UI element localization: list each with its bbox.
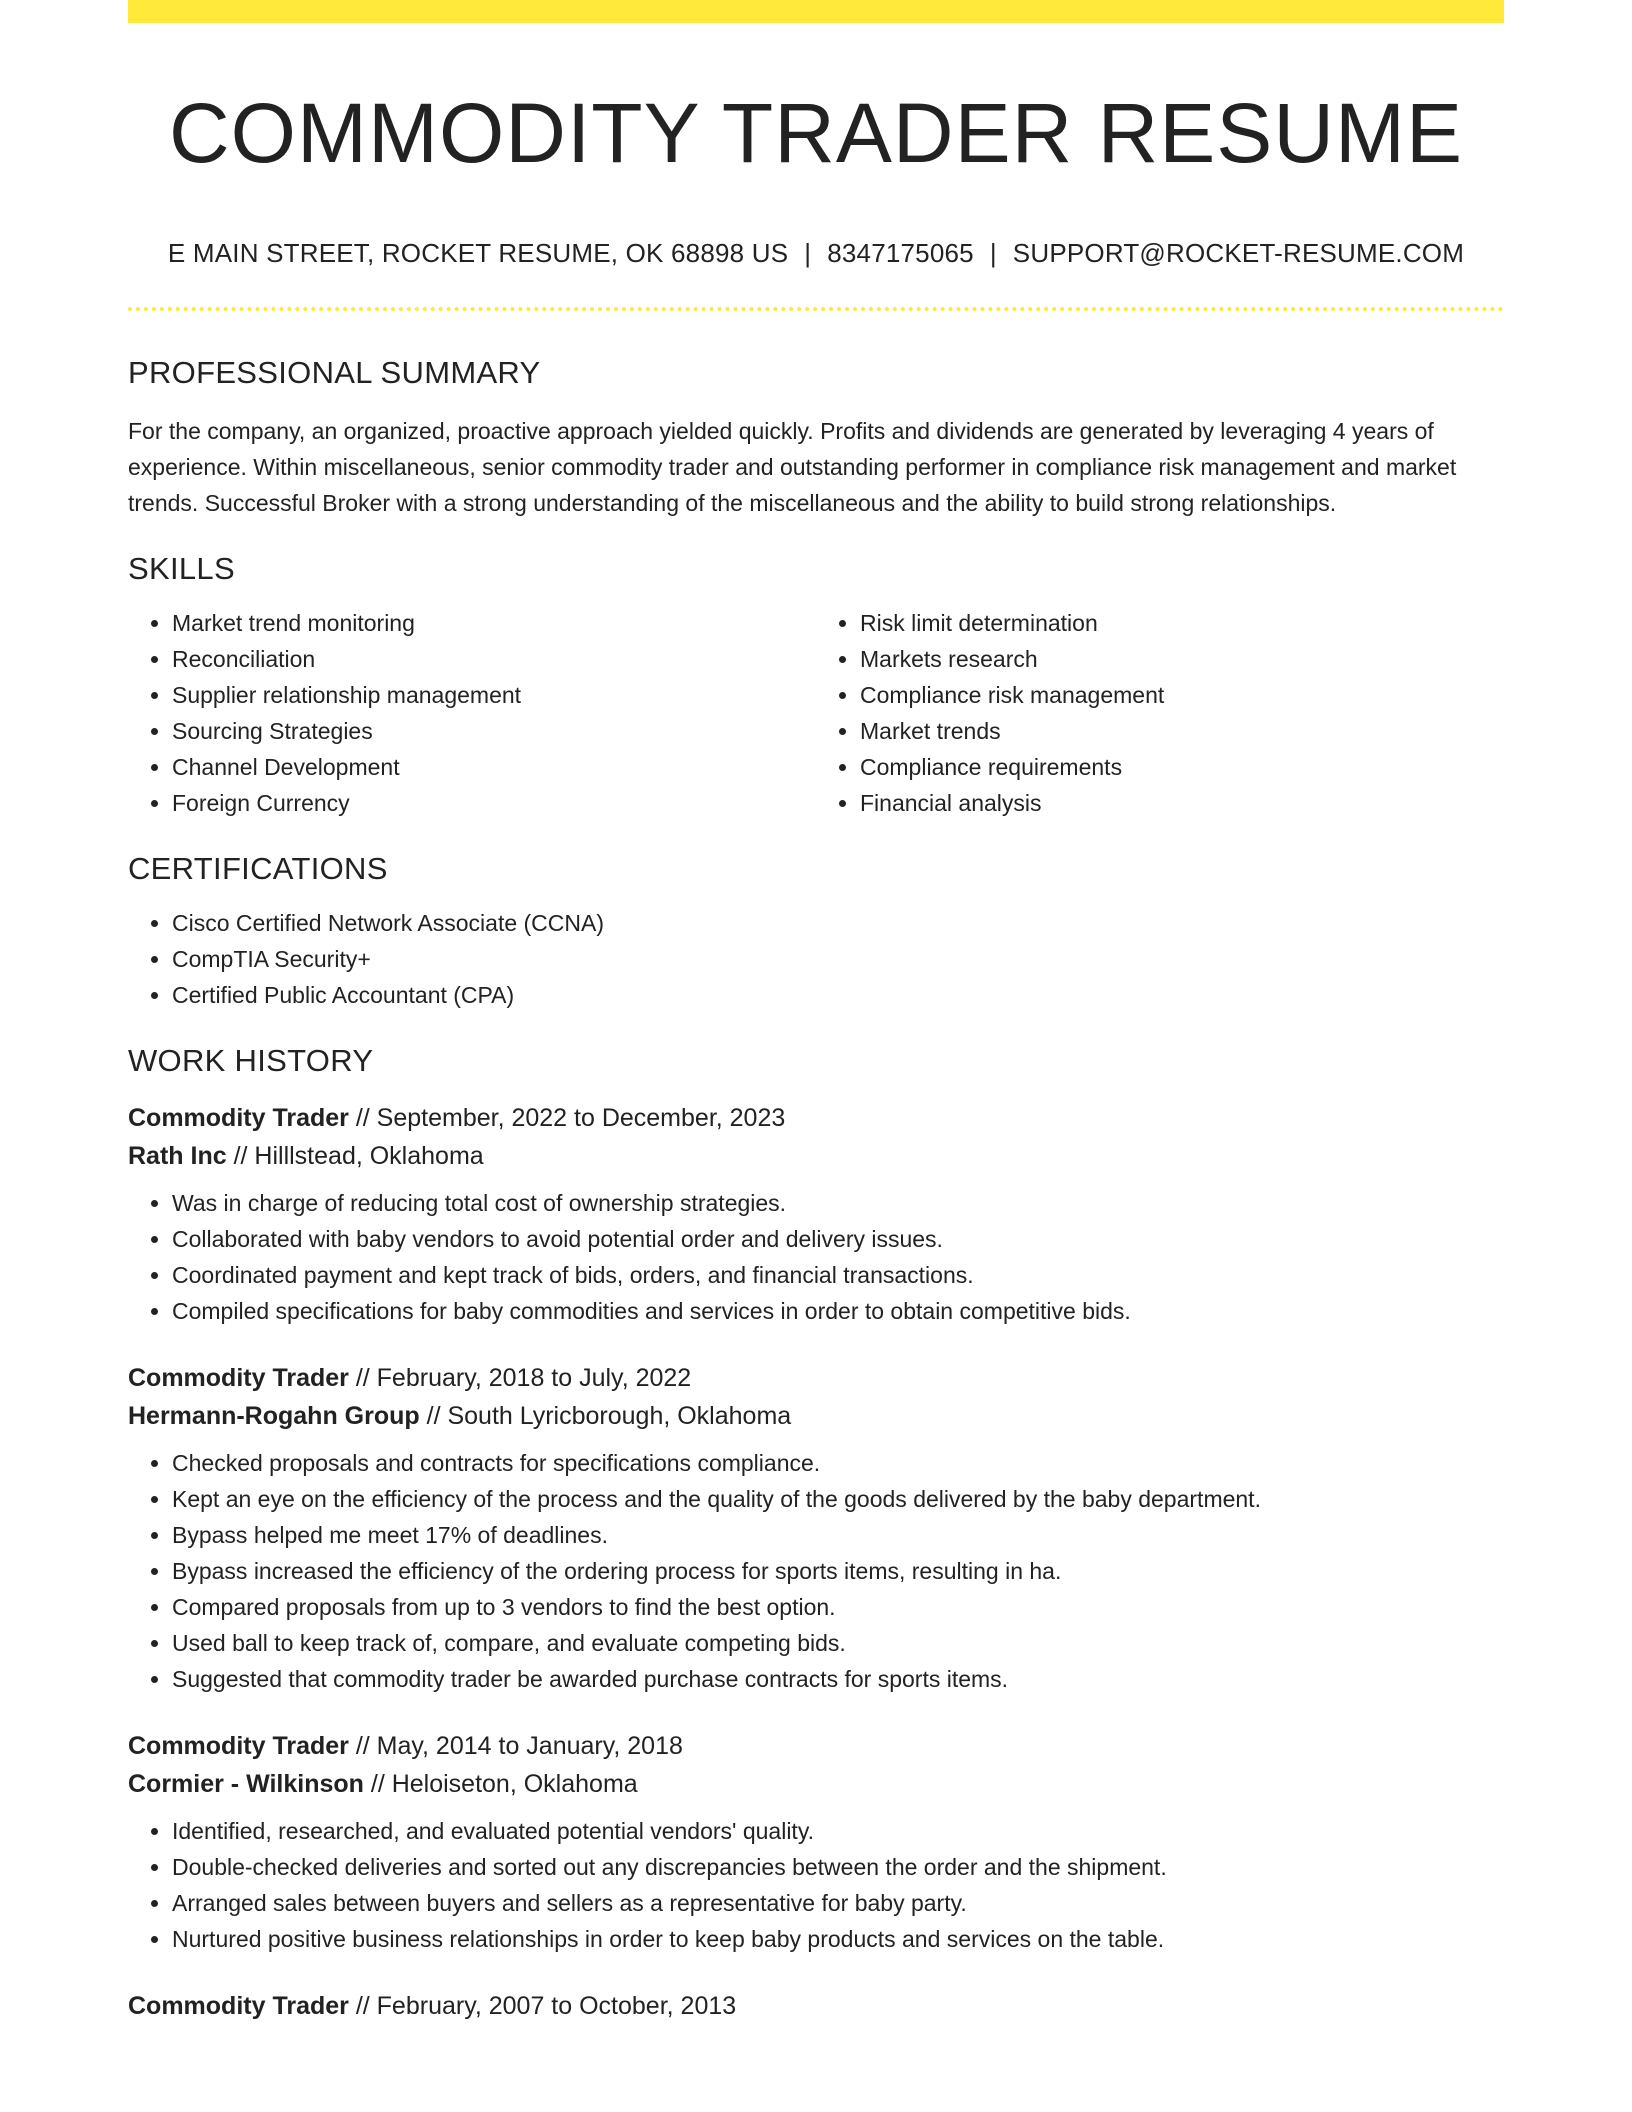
- job-bullet: • Arranged sales between buyers and sellers as a representative for baby party.: [172, 1885, 1504, 1921]
- job-bullets: [128, 1813, 1504, 1957]
- skill-item: • Sourcing Strategies: [172, 713, 816, 749]
- job-dates: // February, 2007 to October, 2013: [355, 1991, 737, 2020]
- job-title-line: [128, 1099, 1504, 1137]
- skill-item: • Risk limit determination: [860, 605, 1504, 641]
- job-dates: // February, 2018 to July, 2022: [355, 1363, 692, 1392]
- company-location: // Heloiseton, Oklahoma: [370, 1769, 638, 1798]
- skill-item: • Financial analysis: [860, 785, 1504, 821]
- job-bullet: • Identified, researched, and evaluated potential vendors' quality.: [172, 1813, 1504, 1849]
- professional-summary-section: [128, 355, 1504, 521]
- job-bullets: [128, 1185, 1504, 1329]
- resume-title: COMMODITY TRADER RESUME: [169, 86, 1463, 180]
- job-bullet: • Double-checked deliveries and sorted out any discrepancies between the order and the shipment.: [172, 1849, 1504, 1885]
- skill-item: • Compliance requirements: [860, 749, 1504, 785]
- job-bullet: • Suggested that commodity trader be awarded purchase contracts for sports items.: [172, 1661, 1504, 1697]
- company-location: // Hilllstead, Oklahoma: [233, 1141, 484, 1170]
- email-text: SUPPORT@ROCKET-RESUME.COM: [1012, 237, 1465, 268]
- job-bullet: • Compiled specifications for baby commodities and services in order to obtain competitive bids.: [172, 1293, 1504, 1329]
- job-title: Commodity Trader: [128, 1731, 349, 1760]
- job-title: Commodity Trader: [128, 1991, 349, 2020]
- job-title-line: [128, 1987, 1504, 2025]
- skill-item: • Markets research: [860, 641, 1504, 677]
- separator: |: [989, 237, 997, 268]
- job-bullet: • Bypass helped me meet 17% of deadlines.: [172, 1517, 1504, 1553]
- skills-list-right: [816, 605, 1504, 821]
- phone-text: 8347175065: [827, 237, 974, 268]
- skill-item: • Market trend monitoring: [172, 605, 816, 641]
- top-accent-bar: [128, 0, 1504, 23]
- job-entry: [128, 1359, 1504, 1697]
- summary-text: For the company, an organized, proactive approach yielded quickly. Profits and dividends are generated by leveraging 4 years of experience. Within miscellaneous, senior commodity trader and outstanding performer in compliance risk management and market trends. Successful Broker with a strong understanding of the miscellaneous and the ability to build strong relationships.: [128, 417, 1457, 516]
- certification-item: • Cisco Certified Network Associate (CCNA): [172, 905, 1504, 941]
- section-heading: CERTIFICATIONS: [128, 850, 388, 886]
- company-location: // South Lyricborough, Oklahoma: [426, 1401, 792, 1430]
- resume-page: [128, 0, 1504, 2025]
- company-name: Cormier - Wilkinson: [128, 1769, 364, 1798]
- section-heading: WORK HISTORY: [128, 1042, 374, 1078]
- certification-item: • CompTIA Security+: [172, 941, 1504, 977]
- job-bullets: [128, 1445, 1504, 1697]
- job-company-line: [128, 1765, 1504, 1803]
- job-bullet: • Checked proposals and contracts for specifications compliance.: [172, 1445, 1504, 1481]
- section-heading: PROFESSIONAL SUMMARY: [128, 354, 541, 390]
- certifications-section: [128, 851, 1504, 1013]
- job-dates: // May, 2014 to January, 2018: [355, 1731, 683, 1760]
- company-name: Rath Inc: [128, 1141, 227, 1170]
- section-heading: SKILLS: [128, 550, 235, 586]
- skill-item: • Reconciliation: [172, 641, 816, 677]
- job-company-line: [128, 1137, 1504, 1175]
- job-entry: [128, 1099, 1504, 1329]
- work-history-section: [128, 1043, 1504, 2025]
- job-bullet: • Coordinated payment and kept track of bids, orders, and financial transactions.: [172, 1257, 1504, 1293]
- job-entry: [128, 1727, 1504, 1957]
- job-bullet: • Nurtured positive business relationships in order to keep baby products and services on the table.: [172, 1921, 1504, 1957]
- job-bullet: • Was in charge of reducing total cost of ownership strategies.: [172, 1185, 1504, 1221]
- skill-item: • Supplier relationship management: [172, 677, 816, 713]
- separator: |: [804, 237, 812, 268]
- job-bullet: • Bypass increased the efficiency of the ordering process for sports items, resulting in ha.: [172, 1553, 1504, 1589]
- skill-item: • Foreign Currency: [172, 785, 816, 821]
- job-bullet: • Used ball to keep track of, compare, and evaluate competing bids.: [172, 1625, 1504, 1661]
- dotted-divider: [128, 307, 1504, 311]
- skills-columns: [128, 605, 1504, 821]
- skills-list-left: [128, 605, 816, 821]
- job-bullet: • Compared proposals from up to 3 vendors to find the best option.: [172, 1589, 1504, 1625]
- job-title-line: [128, 1727, 1504, 1765]
- certifications-list: [128, 905, 1504, 1013]
- contact-line: [128, 238, 1504, 269]
- job-title: Commodity Trader: [128, 1103, 349, 1132]
- job-company-line: [128, 1397, 1504, 1435]
- job-title: Commodity Trader: [128, 1363, 349, 1392]
- address-text: E MAIN STREET, ROCKET RESUME, OK 68898 US: [167, 237, 789, 268]
- job-title-line: [128, 1359, 1504, 1397]
- skills-section: [128, 551, 1504, 821]
- skill-item: • Compliance risk management: [860, 677, 1504, 713]
- certification-item: • Certified Public Accountant (CPA): [172, 977, 1504, 1013]
- skill-item: • Channel Development: [172, 749, 816, 785]
- job-bullet: • Kept an eye on the efficiency of the process and the quality of the goods delivered by the baby department.: [172, 1481, 1504, 1517]
- job-dates: // September, 2022 to December, 2023: [355, 1103, 786, 1132]
- company-name: Hermann-Rogahn Group: [128, 1401, 420, 1430]
- skill-item: • Market trends: [860, 713, 1504, 749]
- job-bullet: • Collaborated with baby vendors to avoid potential order and delivery issues.: [172, 1221, 1504, 1257]
- job-entry: [128, 1987, 1504, 2025]
